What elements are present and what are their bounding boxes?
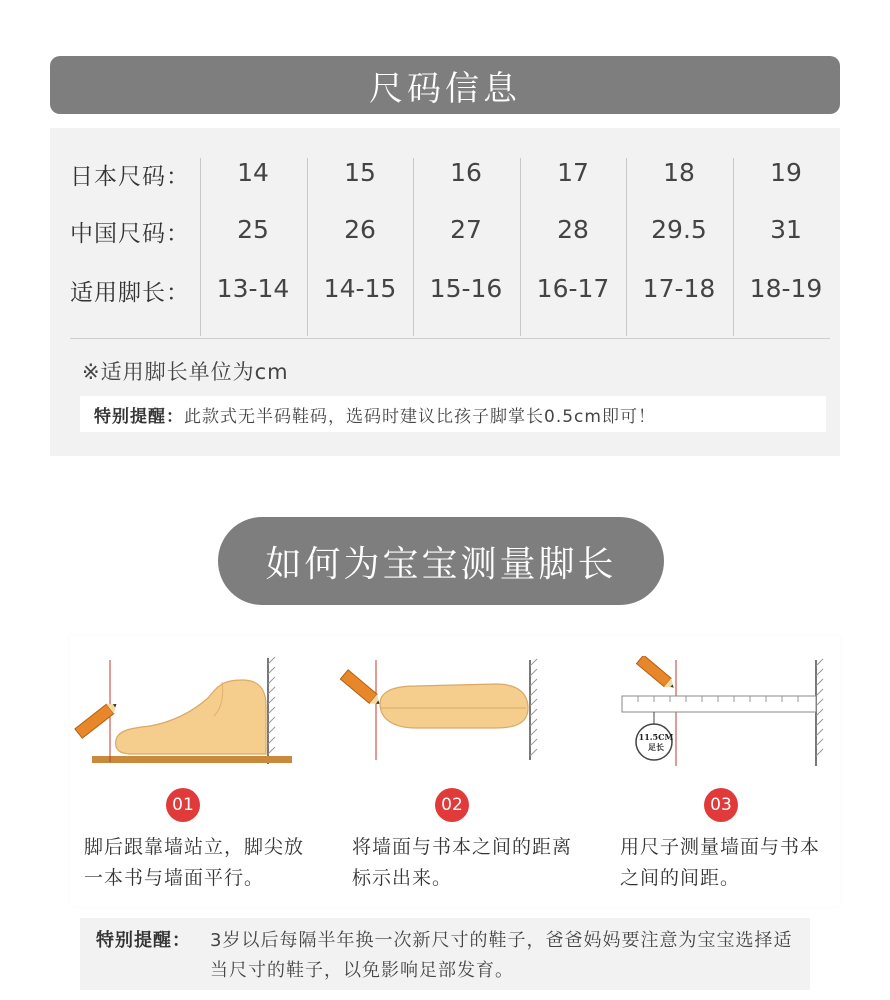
measure-tip [80, 918, 810, 990]
size-info-panel [50, 128, 840, 456]
step-1-badge: 01 [166, 788, 200, 822]
japan-size-cell: 14 [237, 158, 269, 187]
japan-size-cell: 18 [663, 158, 695, 187]
foot-length-cell: 18-19 [749, 274, 823, 303]
ruler-reading-label [636, 732, 676, 752]
row-label-foot-length: 适用脚长： [70, 280, 190, 306]
step-2-text: 将墙面与书本之间的距离标示出来。 [352, 836, 573, 889]
unit-note: ※适用脚长单位为cm [82, 360, 289, 384]
measure-title: 如何为宝宝测量脚长 [218, 517, 664, 605]
japan-size-cell: 16 [450, 158, 482, 187]
row-label-china: 中国尺码： [70, 221, 190, 247]
china-size-cell: 28 [557, 215, 589, 244]
china-size-cell: 31 [770, 215, 802, 244]
step-2-illustration [336, 656, 546, 768]
ruler-reading-value: 11.5CM [638, 732, 674, 742]
step-3-badge: 03 [704, 788, 738, 822]
foot-length-cell: 16-17 [536, 274, 610, 303]
china-size-cell: 25 [237, 215, 269, 244]
foot-length-cell: 13-14 [216, 274, 290, 303]
china-size-cell: 26 [344, 215, 376, 244]
japan-size-cell: 15 [344, 158, 376, 187]
measure-tip-label: 特别提醒： [96, 930, 191, 951]
row-label-japan: 日本尺码： [70, 164, 190, 190]
steps-panel [70, 636, 840, 906]
foot-length-cell: 15-16 [429, 274, 503, 303]
china-size-cell: 29.5 [651, 215, 707, 244]
panel-divider [70, 338, 830, 339]
ruler-reading-caption: 足长 [648, 742, 664, 752]
japan-size-cell: 19 [770, 158, 802, 187]
step-2-badge: 02 [435, 788, 469, 822]
size-tip [80, 396, 826, 432]
step-1-text: 脚后跟靠墙站立，脚尖放一本书与墙面平行。 [84, 836, 305, 889]
step-3-illustration [618, 656, 832, 776]
size-info-title: 尺码信息 [50, 56, 840, 114]
japan-size-cell: 17 [557, 158, 589, 187]
foot-length-cell: 14-15 [323, 274, 397, 303]
step-1-illustration [72, 654, 298, 782]
china-size-cell: 27 [450, 215, 482, 244]
step-3-text: 用尺子测量墙面与书本之间的间距。 [620, 836, 821, 889]
measure-tip-text: 3岁以后每隔半年换一次新尺寸的鞋子，爸爸妈妈要注意为宝宝选择适当尺寸的鞋子，以免影响足部发育。 [210, 930, 793, 981]
size-tip-text: 此款式无半码鞋码，选码时建议比孩子脚掌长0.5cm即可！ [184, 406, 656, 427]
size-table [50, 144, 840, 324]
foot-length-cell: 17-18 [642, 274, 716, 303]
size-tip-label: 特别提醒： [94, 406, 184, 427]
